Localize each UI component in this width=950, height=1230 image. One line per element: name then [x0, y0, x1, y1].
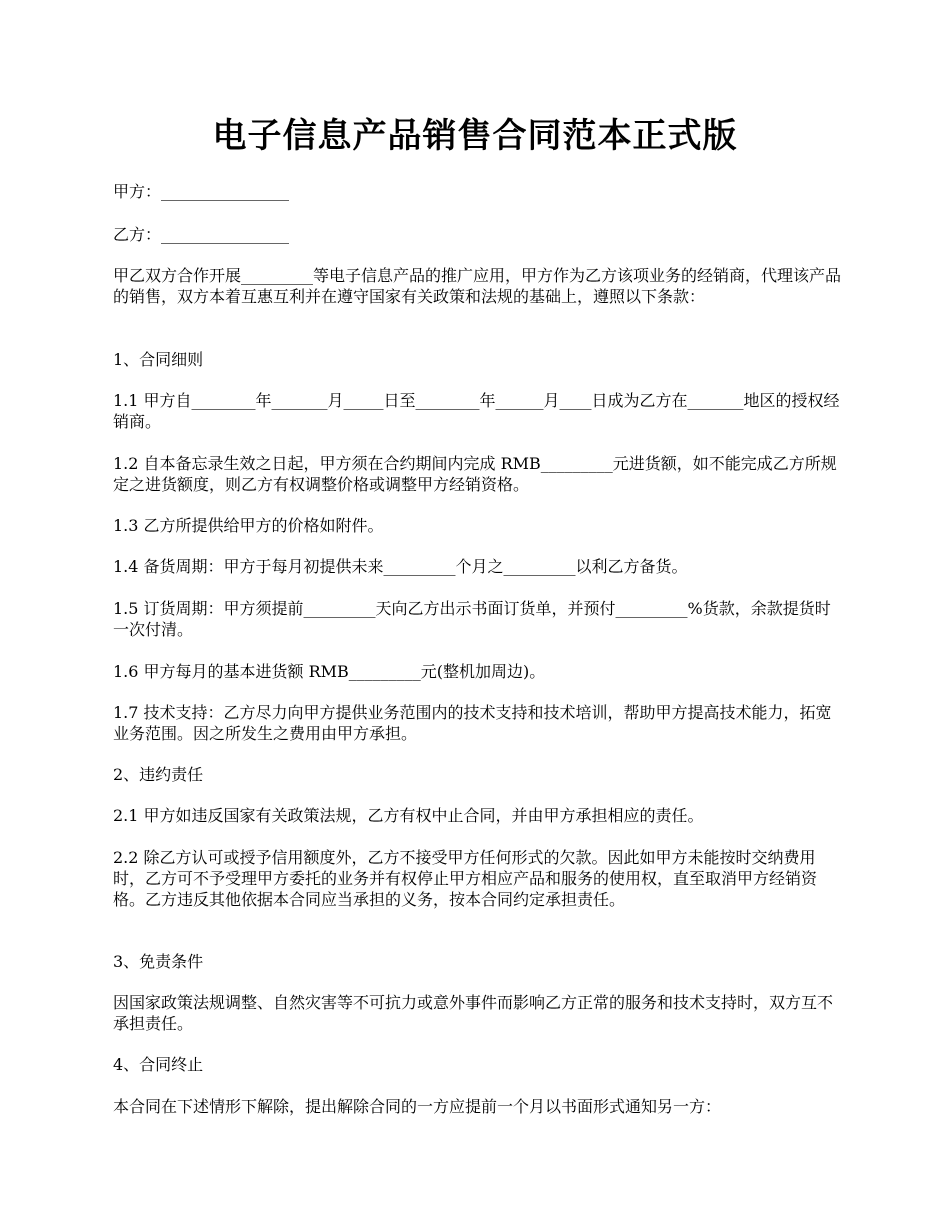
clause-1-4: 1.4 备货周期：甲方于每月初提供未来_________个月之_________以利乙方备货。	[113, 557, 688, 576]
section-heading-4: 4、合同终止	[113, 1055, 204, 1074]
clause-1-3: 1.3 乙方所提供给甲方的价格如附件。	[113, 516, 384, 535]
party-a-line: 甲方：________________	[113, 182, 290, 201]
force-majeure-paragraph: 因国家政策法规调整、自然灾害等不可抗力或意外事件而影响乙方正常的服务和技术支持时，双方互不承担责任。	[113, 993, 834, 1033]
clause-1-7: 1.7 技术支持：乙方尽力向甲方提供业务范围内的技术支持和技术培训，帮助甲方提高技术能力，拓宽业务范围。因之所发生之费用由甲方承担。	[113, 703, 832, 743]
section-heading-1: 1、合同细则	[113, 350, 204, 369]
preamble-paragraph: 甲乙双方合作开展_________等电子信息产品的推广应用，甲方作为乙方该项业务的经销商，代理该产品的销售，双方本着互惠互利并在遵守国家有关政策和法规的基础上，遵照以下条款：	[113, 266, 842, 306]
section-heading-2: 2、违约责任	[113, 765, 204, 784]
clause-2-2: 2.2 除乙方认可或授予信用额度外，乙方不接受甲方任何形式的欠款。因此如甲方未能按时交纳费用时，乙方可不予受理甲方委托的业务并有权停止甲方相应产品和服务的使用权，直至取消甲方经销资格。乙方违反其他依据本合同应当承担的义务，按本合同约定承担责任。	[113, 848, 818, 909]
section-heading-3: 3、免责条件	[113, 952, 204, 971]
clause-1-5: 1.5 订货周期：甲方须提前_________天向乙方出示书面订货单，并预付_________%货款，余款提货时一次付清。	[113, 599, 831, 639]
clause-1-1: 1.1 甲方自________年_______月_____日至________年______月____日成为乙方在_______地区的授权经销商。	[113, 391, 840, 431]
clause-2-1: 2.1 甲方如违反国家有关政策法规，乙方有权中止合同，并由甲方承担相应的责任。	[113, 806, 704, 825]
party-b-line: 乙方：________________	[113, 225, 290, 244]
termination-intro-paragraph: 本合同在下述情形下解除，提出解除合同的一方应提前一个月以书面形式通知另一方：	[113, 1097, 722, 1116]
document-title: 电子信息产品销售合同范本正式版	[212, 116, 738, 156]
clause-1-2: 1.2 自本备忘录生效之日起，甲方须在合约期间内完成 RMB_________元进货额，如不能完成乙方所规定之进货额度，则乙方有权调整价格或调整甲方经销资格。	[113, 454, 837, 494]
clause-1-6: 1.6 甲方每月的基本进货额 RMB_________元(整机加周边)。	[113, 662, 546, 681]
